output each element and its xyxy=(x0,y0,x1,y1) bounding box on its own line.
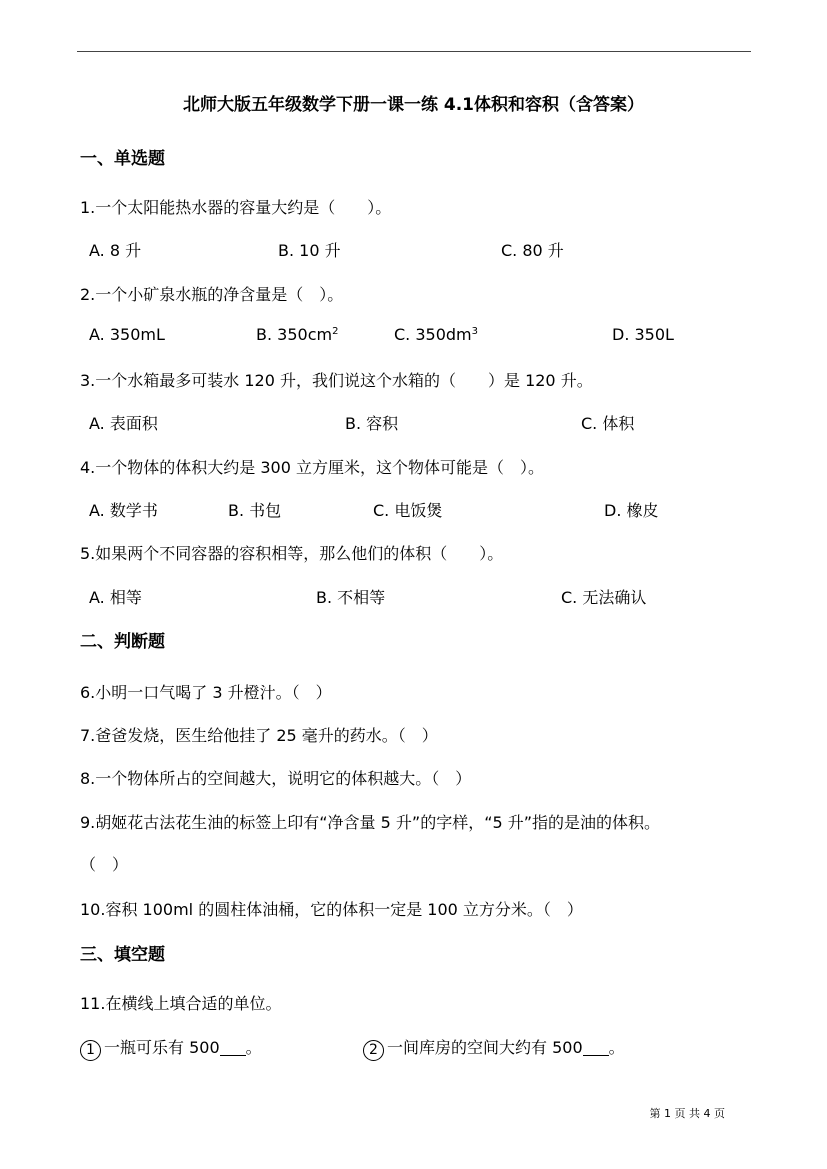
question-5: 5.如果两个不同容器的容积相等，那么他们的体积（ ）。 xyxy=(80,544,504,563)
question-11: 11.在横线上填合适的单位。 xyxy=(80,994,282,1013)
question-9-line-1: 9.胡姬花古法花生油的标签上印有“净含量 5 升”的字样，“5 升”指的是油的体积。 xyxy=(80,813,661,832)
q11-item-1: 1 一瓶可乐有 500 。 xyxy=(80,1035,262,1061)
q4-option-b[interactable]: B. 书包 xyxy=(228,501,282,520)
q3-option-b[interactable]: B. 容积 xyxy=(345,414,399,433)
circled-number-2: 2 xyxy=(363,1040,384,1061)
answer-blank-2[interactable] xyxy=(583,1039,609,1056)
q1-option-a[interactable]: A. 8 升 xyxy=(89,241,142,260)
q4-option-c[interactable]: C. 电饭煲 xyxy=(373,501,443,520)
circled-number-1: 1 xyxy=(80,1040,101,1061)
section-heading-fill-blank: 三、填空题 xyxy=(80,945,165,965)
question-7: 7.爸爸发烧，医生给他挂了 25 毫升的药水。（ ） xyxy=(80,726,438,745)
q5-option-b[interactable]: B. 不相等 xyxy=(316,588,386,607)
q2-option-a[interactable]: A. 350mL xyxy=(89,325,165,344)
q3-option-a[interactable]: A. 表面积 xyxy=(89,414,158,433)
q2-option-b[interactable]: B. $350cm^2$ xyxy=(256,325,339,344)
question-2: 2.一个小矿泉水瓶的净含量是（ ）。 xyxy=(80,285,344,304)
page-footer: 第 1 页 共 4 页 xyxy=(649,1107,725,1120)
header-rule xyxy=(77,51,751,52)
q4-option-d[interactable]: D. 橡皮 xyxy=(604,501,659,520)
question-8: 8.一个物体所占的空间越大，说明它的体积越大。（ ） xyxy=(80,769,472,788)
question-4: 4.一个物体的体积大约是 300 立方厘米，这个物体可能是（ ）。 xyxy=(80,458,544,477)
question-3: 3.一个水箱最多可装水 120 升，我们说这个水箱的（ ）是 120 升。 xyxy=(80,371,593,390)
q2-option-d[interactable]: D. 350L xyxy=(612,325,674,344)
q4-option-a[interactable]: A. 数学书 xyxy=(89,501,158,520)
question-6: 6.小明一口气喝了 3 升橙汁。（ ） xyxy=(80,683,332,702)
q11-item-2: 2 一间库房的空间大约有 500 。 xyxy=(363,1035,625,1061)
section-heading-true-false: 二、判断题 xyxy=(80,632,165,652)
page-title: 北师大版五年级数学下册一课一练 4.1体积和容积（含答案） xyxy=(182,95,645,115)
question-10: 10.容积 100ml 的圆柱体油桶，它的体积一定是 100 立方分米。（ ） xyxy=(80,900,583,919)
q3-option-c[interactable]: C. 体积 xyxy=(581,414,635,433)
q1-option-c[interactable]: C. 80 升 xyxy=(501,241,564,260)
q2-option-c[interactable]: C. $350dm^3$ xyxy=(394,325,478,344)
question-1: 1.一个太阳能热水器的容量大约是（ ）。 xyxy=(80,198,392,217)
question-9-line-2: （ ） xyxy=(80,855,129,874)
q5-option-c[interactable]: C. 无法确认 xyxy=(561,588,647,607)
q5-option-a[interactable]: A. 相等 xyxy=(89,588,142,607)
section-heading-single-choice: 一、单选题 xyxy=(80,149,165,169)
q1-option-b[interactable]: B. 10 升 xyxy=(278,241,341,260)
answer-blank-1[interactable] xyxy=(220,1039,246,1056)
